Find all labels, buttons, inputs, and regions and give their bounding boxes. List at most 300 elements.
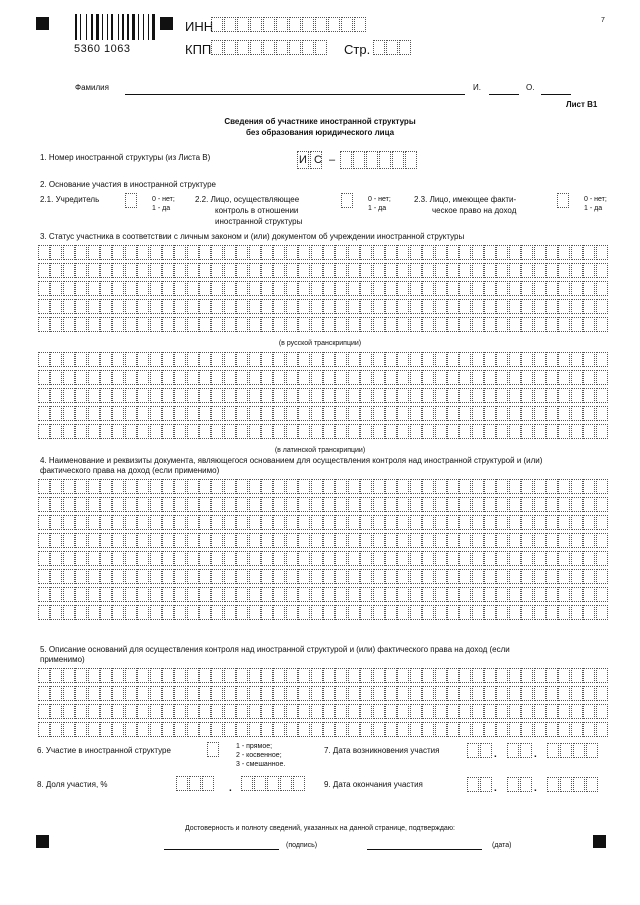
input-cell[interactable] — [137, 281, 149, 296]
input-cell[interactable] — [571, 497, 583, 512]
input-cell[interactable] — [509, 704, 521, 719]
input-cell[interactable] — [496, 479, 508, 494]
grid-row[interactable] — [38, 605, 608, 620]
input-cell[interactable] — [286, 722, 298, 737]
input-cell[interactable] — [199, 479, 211, 494]
input-cell[interactable] — [459, 551, 471, 566]
input-cell[interactable] — [199, 299, 211, 314]
input-cell[interactable] — [249, 569, 261, 584]
input-cell[interactable] — [335, 281, 347, 296]
input-cell[interactable] — [211, 263, 223, 278]
input-cell[interactable] — [261, 551, 273, 566]
input-cell[interactable] — [50, 668, 62, 683]
input-cell[interactable] — [596, 424, 608, 439]
input-cell[interactable] — [112, 245, 124, 260]
input-cell[interactable] — [323, 668, 335, 683]
input-cell[interactable] — [174, 479, 186, 494]
input-cell[interactable] — [311, 370, 323, 385]
input-cell[interactable] — [137, 352, 149, 367]
input-cell[interactable] — [397, 533, 409, 548]
input-cell[interactable] — [509, 668, 521, 683]
input-cell[interactable] — [50, 533, 62, 548]
input-cell[interactable] — [174, 497, 186, 512]
input-cell[interactable] — [509, 352, 521, 367]
input-cell[interactable] — [187, 569, 199, 584]
input-cell[interactable] — [323, 245, 335, 260]
input-cell[interactable] — [150, 406, 162, 421]
grid-row[interactable] — [38, 722, 608, 737]
input-cell[interactable] — [348, 317, 360, 332]
input-cell[interactable] — [397, 352, 409, 367]
input-cell[interactable] — [224, 668, 236, 683]
input-cell[interactable] — [422, 551, 434, 566]
input-cell[interactable] — [422, 533, 434, 548]
input-cell[interactable] — [75, 686, 87, 701]
input-cell[interactable] — [125, 587, 137, 602]
input-cell[interactable] — [280, 776, 292, 791]
input-cell[interactable] — [273, 424, 285, 439]
input-cell[interactable] — [571, 515, 583, 530]
input-cell[interactable] — [571, 479, 583, 494]
input-cell[interactable] — [199, 533, 211, 548]
input-cell[interactable] — [373, 40, 385, 55]
input-cell[interactable] — [63, 668, 75, 683]
page-cells[interactable] — [373, 40, 412, 55]
input-cell[interactable] — [534, 370, 546, 385]
input-cell[interactable] — [373, 388, 385, 403]
input-cell[interactable] — [335, 605, 347, 620]
input-cell[interactable] — [187, 245, 199, 260]
input-cell[interactable] — [583, 515, 595, 530]
input-cell[interactable] — [496, 551, 508, 566]
input-cell[interactable] — [211, 388, 223, 403]
input-cell[interactable] — [311, 551, 323, 566]
input-cell[interactable] — [484, 533, 496, 548]
input-cell[interactable] — [558, 704, 570, 719]
input-cell[interactable] — [286, 263, 298, 278]
input-cell[interactable] — [360, 551, 372, 566]
input-cell[interactable] — [174, 515, 186, 530]
input-cell[interactable] — [335, 551, 347, 566]
input-cell[interactable] — [137, 515, 149, 530]
input-cell[interactable] — [323, 299, 335, 314]
input-cell[interactable] — [558, 281, 570, 296]
input-cell[interactable] — [273, 352, 285, 367]
input-cell[interactable] — [298, 668, 310, 683]
input-cell[interactable] — [75, 299, 87, 314]
input-cell[interactable] — [373, 406, 385, 421]
grid-row[interactable] — [38, 281, 608, 296]
input-cell[interactable] — [100, 352, 112, 367]
s3-grid-latin[interactable] — [38, 352, 608, 442]
input-cell[interactable] — [509, 281, 521, 296]
input-cell[interactable] — [249, 497, 261, 512]
input-cell[interactable] — [63, 569, 75, 584]
input-cell[interactable] — [137, 424, 149, 439]
input-cell[interactable] — [286, 281, 298, 296]
input-cell[interactable] — [557, 193, 569, 208]
input-cell[interactable] — [293, 776, 305, 791]
input-cell[interactable] — [174, 245, 186, 260]
input-cell[interactable] — [472, 704, 484, 719]
input-cell[interactable] — [472, 406, 484, 421]
input-cell[interactable] — [298, 424, 310, 439]
input-cell[interactable] — [447, 424, 459, 439]
input-cell[interactable] — [298, 497, 310, 512]
input-cell[interactable] — [236, 605, 248, 620]
s7-year-cells[interactable] — [547, 743, 599, 758]
input-cell[interactable] — [286, 515, 298, 530]
input-cell[interactable] — [546, 299, 558, 314]
input-cell[interactable] — [340, 151, 352, 169]
input-cell[interactable] — [410, 668, 422, 683]
input-cell[interactable] — [373, 245, 385, 260]
input-cell[interactable] — [75, 533, 87, 548]
input-cell[interactable] — [63, 352, 75, 367]
input-cell[interactable] — [50, 388, 62, 403]
input-cell[interactable] — [509, 263, 521, 278]
input-cell[interactable] — [236, 370, 248, 385]
input-cell[interactable] — [38, 281, 50, 296]
input-cell[interactable] — [397, 406, 409, 421]
input-cell[interactable] — [385, 668, 397, 683]
grid-row[interactable] — [38, 569, 608, 584]
input-cell[interactable] — [224, 569, 236, 584]
input-cell[interactable] — [224, 388, 236, 403]
input-cell[interactable] — [534, 686, 546, 701]
input-cell[interactable] — [392, 151, 404, 169]
input-cell[interactable] — [224, 424, 236, 439]
input-cell[interactable] — [583, 722, 595, 737]
input-cell[interactable] — [472, 686, 484, 701]
input-cell[interactable] — [534, 352, 546, 367]
input-cell[interactable] — [397, 497, 409, 512]
input-cell[interactable] — [112, 551, 124, 566]
input-cell[interactable] — [311, 406, 323, 421]
input-cell[interactable] — [75, 388, 87, 403]
input-cell[interactable] — [583, 668, 595, 683]
input-cell[interactable] — [521, 587, 533, 602]
input-cell[interactable] — [496, 704, 508, 719]
input-cell[interactable] — [397, 263, 409, 278]
input-cell[interactable] — [435, 668, 447, 683]
input-cell[interactable] — [75, 569, 87, 584]
grid-row[interactable] — [38, 551, 608, 566]
input-cell[interactable] — [546, 722, 558, 737]
input-cell[interactable] — [373, 263, 385, 278]
input-cell[interactable] — [373, 281, 385, 296]
input-cell[interactable] — [534, 605, 546, 620]
input-cell[interactable] — [88, 686, 100, 701]
input-cell[interactable] — [472, 299, 484, 314]
input-cell[interactable] — [199, 281, 211, 296]
input-cell[interactable] — [547, 743, 559, 758]
input-cell[interactable] — [410, 569, 422, 584]
input-cell[interactable] — [273, 722, 285, 737]
input-cell[interactable] — [546, 479, 558, 494]
input-cell[interactable] — [289, 40, 301, 55]
initial-o-field[interactable] — [541, 94, 571, 95]
input-cell[interactable] — [298, 281, 310, 296]
input-cell[interactable] — [50, 263, 62, 278]
input-cell[interactable] — [447, 281, 459, 296]
input-cell[interactable] — [174, 370, 186, 385]
input-cell[interactable] — [571, 668, 583, 683]
input-cell[interactable] — [162, 245, 174, 260]
input-cell[interactable] — [385, 515, 397, 530]
input-cell[interactable] — [261, 281, 273, 296]
input-cell[interactable] — [583, 281, 595, 296]
input-cell[interactable] — [373, 551, 385, 566]
input-cell[interactable] — [447, 317, 459, 332]
input-cell[interactable] — [447, 515, 459, 530]
input-cell[interactable] — [162, 424, 174, 439]
input-cell[interactable] — [137, 317, 149, 332]
input-cell[interactable] — [447, 406, 459, 421]
input-cell[interactable] — [249, 479, 261, 494]
input-cell[interactable] — [459, 245, 471, 260]
input-cell[interactable] — [88, 722, 100, 737]
input-cell[interactable] — [546, 317, 558, 332]
input-cell[interactable] — [38, 263, 50, 278]
input-cell[interactable] — [174, 388, 186, 403]
input-cell[interactable] — [261, 370, 273, 385]
input-cell[interactable] — [373, 370, 385, 385]
input-cell[interactable] — [422, 569, 434, 584]
input-cell[interactable] — [224, 281, 236, 296]
input-cell[interactable] — [410, 551, 422, 566]
input-cell[interactable] — [534, 388, 546, 403]
input-cell[interactable] — [422, 668, 434, 683]
input-cell[interactable] — [435, 686, 447, 701]
input-cell[interactable] — [261, 704, 273, 719]
input-cell[interactable] — [373, 317, 385, 332]
input-cell[interactable] — [249, 686, 261, 701]
input-cell[interactable] — [125, 533, 137, 548]
input-cell[interactable] — [459, 317, 471, 332]
input-cell[interactable] — [112, 686, 124, 701]
input-cell[interactable] — [509, 686, 521, 701]
input-cell[interactable] — [410, 388, 422, 403]
input-cell[interactable] — [224, 605, 236, 620]
input-cell[interactable] — [162, 299, 174, 314]
input-cell[interactable] — [286, 479, 298, 494]
input-cell[interactable] — [298, 479, 310, 494]
input-cell[interactable] — [422, 722, 434, 737]
input-cell[interactable] — [484, 479, 496, 494]
input-cell[interactable] — [286, 569, 298, 584]
input-cell[interactable] — [472, 317, 484, 332]
input-cell[interactable] — [125, 722, 137, 737]
input-cell[interactable] — [211, 569, 223, 584]
input-cell[interactable] — [50, 245, 62, 260]
input-cell[interactable] — [583, 533, 595, 548]
input-cell[interactable] — [467, 777, 479, 792]
input-cell[interactable] — [174, 533, 186, 548]
input-cell[interactable] — [447, 569, 459, 584]
input-cell[interactable] — [422, 388, 434, 403]
input-cell[interactable] — [373, 722, 385, 737]
input-cell[interactable] — [298, 605, 310, 620]
input-cell[interactable] — [373, 605, 385, 620]
input-cell[interactable] — [521, 281, 533, 296]
input-cell[interactable] — [583, 686, 595, 701]
input-cell[interactable] — [273, 587, 285, 602]
input-cell[interactable] — [571, 424, 583, 439]
input-cell[interactable] — [50, 605, 62, 620]
input-cell[interactable] — [38, 352, 50, 367]
input-cell[interactable] — [88, 281, 100, 296]
input-cell[interactable] — [459, 281, 471, 296]
input-cell[interactable] — [571, 569, 583, 584]
input-cell[interactable] — [100, 497, 112, 512]
input-cell[interactable] — [224, 406, 236, 421]
input-cell[interactable] — [150, 605, 162, 620]
input-cell[interactable] — [174, 424, 186, 439]
input-cell[interactable] — [509, 424, 521, 439]
input-cell[interactable] — [75, 352, 87, 367]
input-cell[interactable] — [125, 515, 137, 530]
input-cell[interactable] — [596, 587, 608, 602]
grid-row[interactable] — [38, 515, 608, 530]
input-cell[interactable] — [521, 370, 533, 385]
input-cell[interactable] — [484, 587, 496, 602]
input-cell[interactable] — [484, 551, 496, 566]
input-cell[interactable] — [75, 497, 87, 512]
input-cell[interactable] — [137, 370, 149, 385]
input-cell[interactable] — [586, 743, 598, 758]
input-cell[interactable] — [354, 17, 366, 32]
input-cell[interactable] — [410, 352, 422, 367]
input-cell[interactable] — [435, 722, 447, 737]
s2-opt2-cell[interactable] — [341, 193, 354, 208]
input-cell[interactable] — [571, 406, 583, 421]
input-cell[interactable] — [125, 424, 137, 439]
input-cell[interactable] — [88, 388, 100, 403]
input-cell[interactable] — [484, 424, 496, 439]
input-cell[interactable] — [353, 151, 365, 169]
input-cell[interactable] — [302, 40, 314, 55]
input-cell[interactable] — [162, 668, 174, 683]
input-cell[interactable] — [125, 352, 137, 367]
input-cell[interactable] — [211, 722, 223, 737]
input-cell[interactable] — [459, 370, 471, 385]
input-cell[interactable] — [236, 479, 248, 494]
input-cell[interactable] — [50, 299, 62, 314]
input-cell[interactable] — [360, 281, 372, 296]
input-cell[interactable] — [360, 587, 372, 602]
input-cell[interactable] — [311, 479, 323, 494]
input-cell[interactable] — [546, 686, 558, 701]
input-cell[interactable] — [211, 245, 223, 260]
input-cell[interactable] — [150, 281, 162, 296]
input-cell[interactable] — [38, 299, 50, 314]
input-cell[interactable] — [88, 668, 100, 683]
input-cell[interactable] — [521, 686, 533, 701]
input-cell[interactable] — [273, 317, 285, 332]
input-cell[interactable] — [496, 569, 508, 584]
input-cell[interactable] — [546, 704, 558, 719]
input-cell[interactable] — [286, 424, 298, 439]
input-cell[interactable] — [150, 263, 162, 278]
input-cell[interactable] — [360, 722, 372, 737]
input-cell[interactable] — [311, 497, 323, 512]
input-cell[interactable] — [422, 370, 434, 385]
input-cell[interactable] — [88, 515, 100, 530]
input-cell[interactable] — [224, 515, 236, 530]
input-cell[interactable] — [405, 151, 417, 169]
input-cell[interactable] — [447, 605, 459, 620]
input-cell[interactable] — [211, 317, 223, 332]
input-cell[interactable] — [137, 406, 149, 421]
input-cell[interactable] — [263, 17, 275, 32]
input-cell[interactable] — [422, 479, 434, 494]
input-cell[interactable] — [385, 569, 397, 584]
input-cell[interactable] — [447, 668, 459, 683]
input-cell[interactable] — [211, 551, 223, 566]
input-cell[interactable] — [496, 352, 508, 367]
input-cell[interactable] — [63, 245, 75, 260]
input-cell[interactable] — [150, 533, 162, 548]
input-cell[interactable] — [360, 245, 372, 260]
input-cell[interactable] — [75, 424, 87, 439]
input-cell[interactable] — [459, 352, 471, 367]
grid-row[interactable] — [38, 704, 608, 719]
input-cell[interactable] — [162, 497, 174, 512]
input-cell[interactable] — [273, 370, 285, 385]
input-cell[interactable] — [162, 587, 174, 602]
input-cell[interactable] — [596, 704, 608, 719]
input-cell[interactable] — [546, 605, 558, 620]
input-cell[interactable] — [286, 245, 298, 260]
input-cell[interactable] — [410, 263, 422, 278]
input-cell[interactable] — [583, 245, 595, 260]
input-cell[interactable] — [211, 479, 223, 494]
input-cell[interactable] — [534, 497, 546, 512]
input-cell[interactable] — [521, 533, 533, 548]
input-cell[interactable] — [125, 245, 137, 260]
input-cell[interactable] — [373, 686, 385, 701]
input-cell[interactable] — [385, 533, 397, 548]
input-cell[interactable] — [583, 263, 595, 278]
input-cell[interactable] — [249, 587, 261, 602]
input-cell[interactable] — [583, 388, 595, 403]
input-cell[interactable] — [199, 424, 211, 439]
input-cell[interactable] — [596, 263, 608, 278]
input-cell[interactable] — [397, 424, 409, 439]
input-cell[interactable] — [373, 479, 385, 494]
input-cell[interactable] — [50, 281, 62, 296]
input-cell[interactable] — [335, 587, 347, 602]
input-cell[interactable] — [583, 406, 595, 421]
grid-row[interactable] — [38, 388, 608, 403]
input-cell[interactable] — [88, 587, 100, 602]
input-cell[interactable] — [323, 370, 335, 385]
input-cell[interactable] — [323, 569, 335, 584]
input-cell[interactable] — [583, 551, 595, 566]
input-cell[interactable] — [484, 317, 496, 332]
input-cell[interactable] — [88, 424, 100, 439]
input-cell[interactable] — [558, 263, 570, 278]
input-cell[interactable] — [224, 722, 236, 737]
input-cell[interactable] — [459, 533, 471, 548]
input-cell[interactable] — [348, 406, 360, 421]
input-cell[interactable] — [50, 406, 62, 421]
input-cell[interactable] — [224, 299, 236, 314]
input-cell[interactable] — [583, 605, 595, 620]
input-cell[interactable] — [187, 605, 199, 620]
input-cell[interactable] — [224, 587, 236, 602]
